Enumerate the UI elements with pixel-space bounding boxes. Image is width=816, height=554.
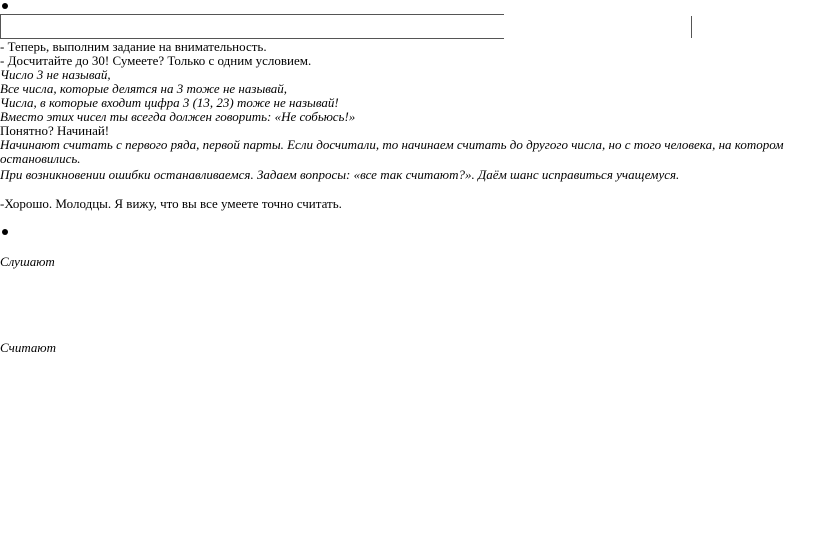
- text-line-10: -Хорошо. Молодцы. Я вижу, что вы все умеете точно считать.: [0, 196, 342, 211]
- text-line-4: Все числа, которые делятся на 3 тоже не называй,: [0, 81, 288, 96]
- text-line-7: Понятно? Начинай!: [0, 123, 110, 138]
- text-line-1: - Теперь, выполним задание на внимательность.: [0, 39, 267, 54]
- bullet-middle: [2, 229, 8, 235]
- note-count: Считают: [0, 340, 56, 355]
- text-line-3: Число 3 не называй,: [0, 67, 111, 82]
- text-line-6: Вместо этих чисел ты всегда должен говорить: «Не собьюсь!»: [0, 109, 356, 124]
- table-divider-right: [691, 16, 692, 38]
- bullet-top: [2, 3, 8, 9]
- text-line-8: Начинают считать с первого ряда, первой парты. Если досчитали, то начинаем считать до другого числа, но с того человека, на котором остановились.: [0, 137, 784, 166]
- text-line-2: - Досчитайте до 30! Сумеете? Только с одним условием.: [0, 53, 312, 68]
- text-line-5: Числа, в которые входит цифра 3 (13, 23) тоже не называй!: [0, 95, 339, 110]
- table-border-left: [0, 14, 1, 38]
- table-border-top: [0, 14, 504, 15]
- text-line-9: При возникновении ошибки останавливаемся. Задаем вопросы: «все так считают?». Даём шанс исправиться учащемуся.: [0, 167, 680, 182]
- note-listen: Слушают: [0, 254, 55, 269]
